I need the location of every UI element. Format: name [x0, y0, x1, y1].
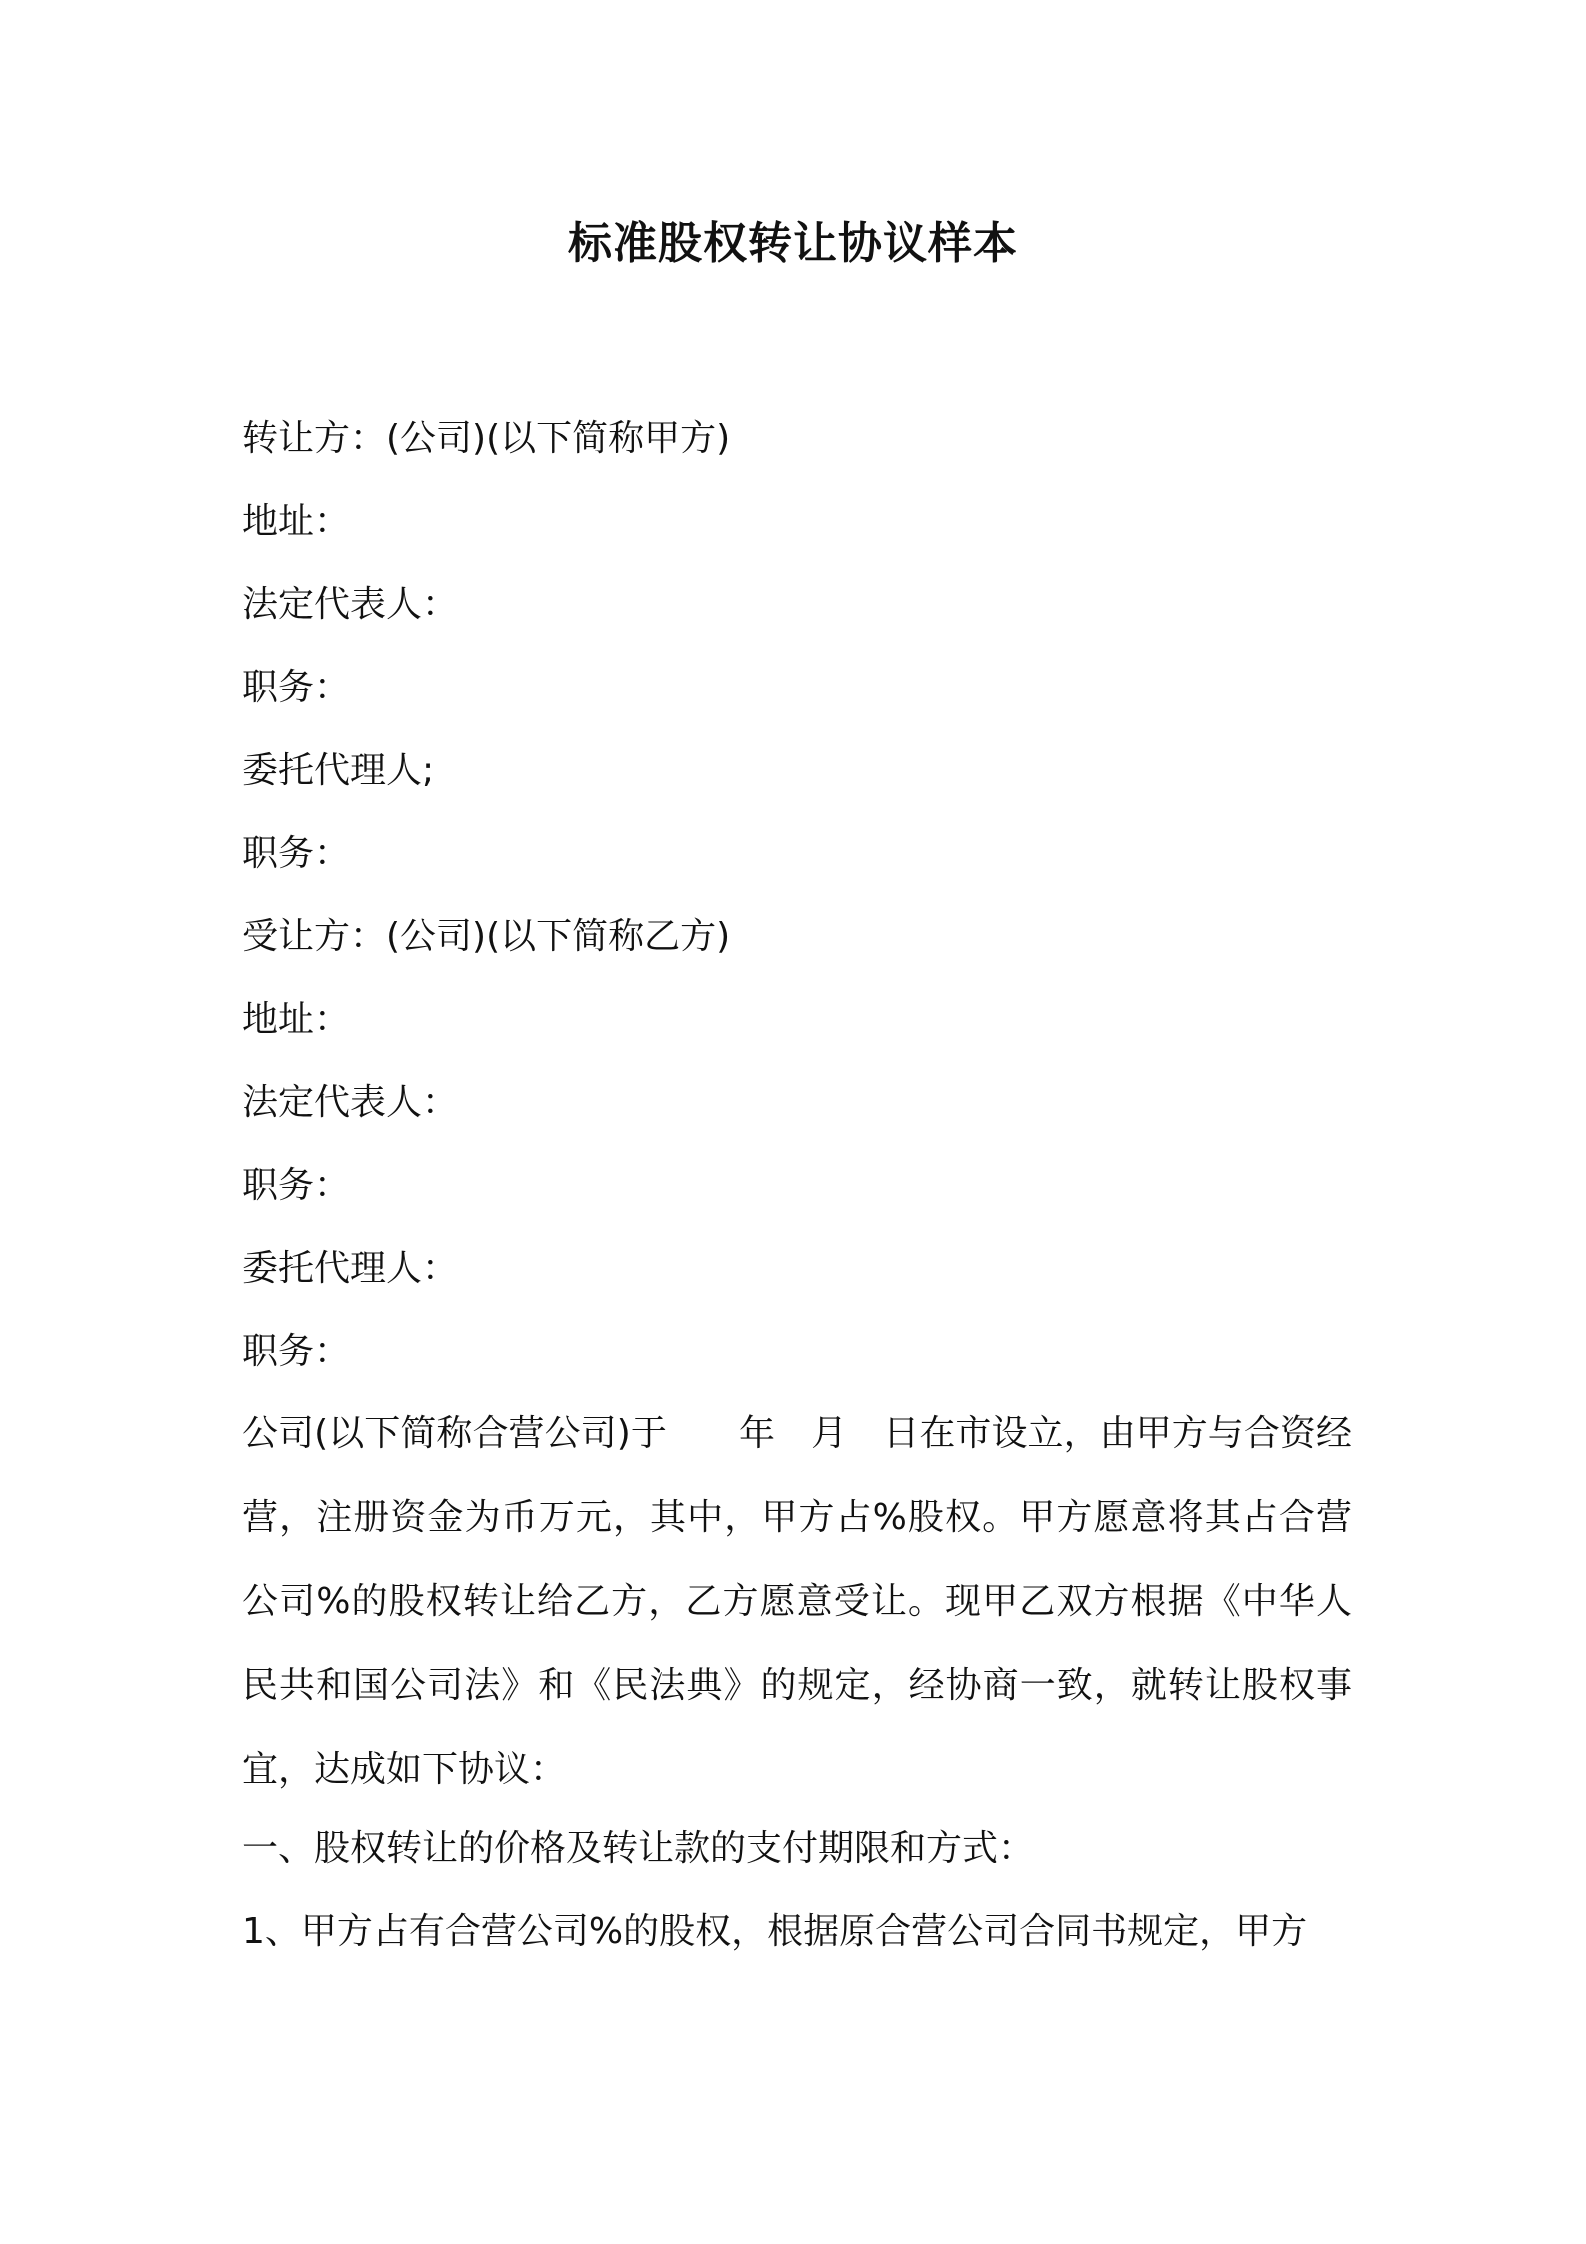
preamble-paragraph: 公司(以下简称合营公司)于 年 月 日在市设立，由甲方与合资经营，注册资金为币万元，其中，甲方占%股权。甲方愿意将其占合营公司%的股权转让给乙方，乙方愿意受让。现甲乙双方根据《中华人民共和国公司法》和《民法典》的规定，经协商一致，就转让股权事宜，达成如下协议： [242, 1413, 1352, 1790]
party-b-agent: 委托代理人： [242, 1248, 459, 1289]
party-b-legal-rep: 法定代表人： [242, 1082, 459, 1123]
party-b-position: 职务： [242, 1165, 351, 1206]
party-a-position: 职务： [242, 667, 351, 708]
party-a-agent: 委托代理人; [242, 750, 435, 791]
party-a-legal-rep: 法定代表人： [242, 584, 459, 625]
party-a-transferor: 转让方：(公司)(以下简称甲方) [242, 418, 731, 459]
party-a-address: 地址： [242, 501, 351, 542]
party-a-agent-position: 职务： [242, 833, 351, 874]
party-b-agent-position: 职务： [242, 1331, 351, 1372]
clause-1: 1、甲方占有合营公司%的股权，根据原合营公司合同书规定，甲方 [242, 1911, 1308, 1952]
section-1-heading: 一、股权转让的价格及转让款的支付期限和方式： [242, 1828, 1035, 1869]
party-b-address: 地址： [242, 999, 351, 1040]
party-b-transferee: 受让方：(公司)(以下简称乙方) [242, 916, 731, 957]
document-title: 标准股权转让协议样本 [568, 218, 1018, 269]
